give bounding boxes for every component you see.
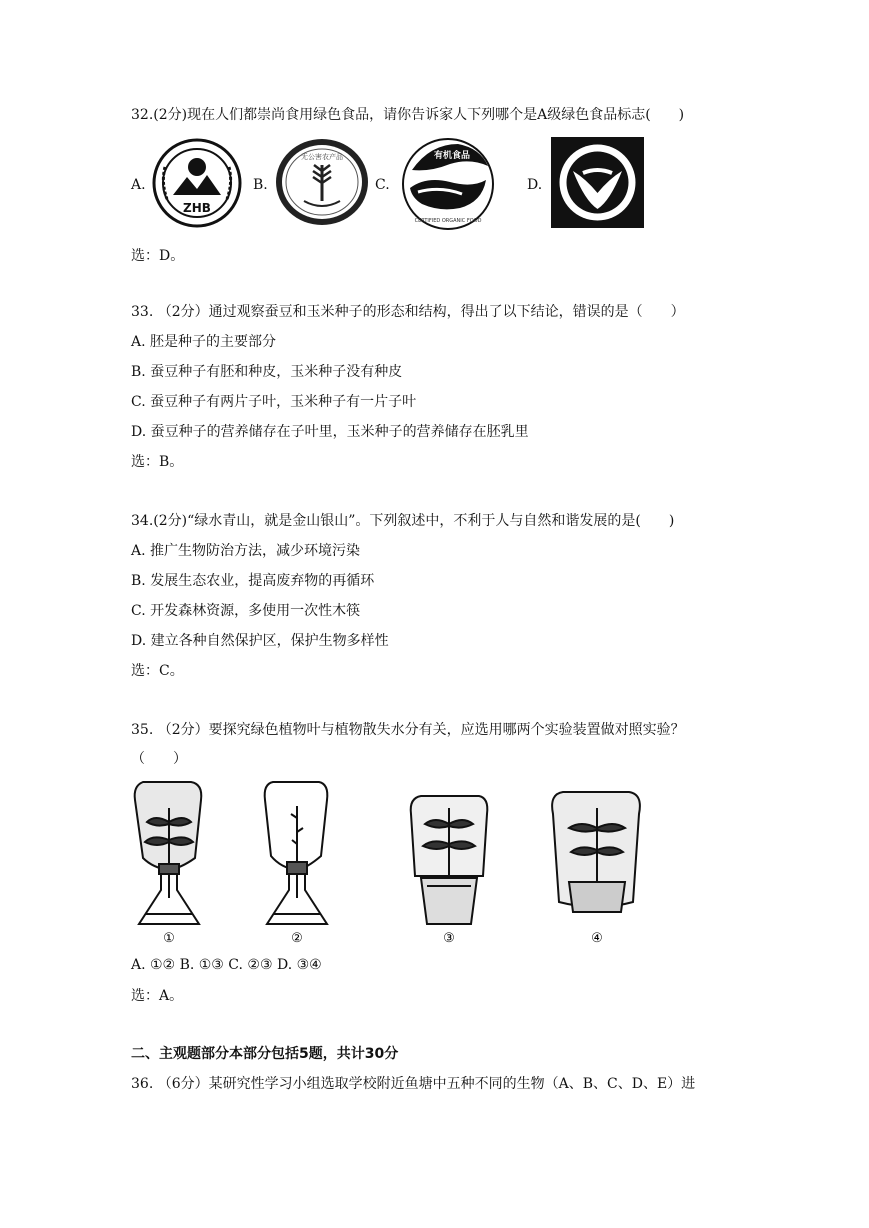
apparatus-2: [265, 782, 328, 924]
green-food-a-logo: [551, 137, 644, 228]
plant-experiment-figure: [131, 778, 653, 946]
q35-answer: 选：A。: [131, 988, 184, 1004]
organic-food-logo: [400, 136, 496, 232]
apparatus-1: [135, 782, 202, 924]
apparatus-2-label: ②: [291, 931, 303, 946]
q33-option-a: A. 胚是种子的主要部分: [131, 334, 277, 350]
b-logo-text: 无公害农产品: [301, 153, 343, 161]
c-logo-text: 有机食品: [433, 151, 471, 161]
apparatus-3: [411, 796, 488, 924]
q34-option-c: C. 开发森林资源，多使用一次性木筷: [131, 603, 361, 619]
q33-option-d: D. 蚕豆种子的营养储存在子叶里，玉米种子的营养储存在胚乳里: [131, 424, 529, 440]
q32-stem: 32.(2分)现在人们都崇尚食用绿色食品，请你告诉家人下列哪个是A级绿色食品标志( ): [131, 107, 685, 123]
q33-answer: 选：B。: [131, 454, 184, 470]
q35-stem: 35. （2分）要探究绿色植物叶与植物散失水分有关，应选用哪两个实验装置做对照实验？: [131, 722, 685, 738]
q34-option-d: D. 建立各种自然保护区，保护生物多样性: [131, 633, 389, 649]
q32-answer: 选：D。: [131, 248, 185, 264]
apparatus-1-label: ①: [163, 931, 175, 946]
q34-answer: 选：C。: [131, 663, 184, 679]
section2-heading: 二、主观题部分本部分包括5题，共计30分: [131, 1046, 399, 1062]
zhb-environmental-logo: [151, 137, 243, 229]
apparatus-4: [552, 792, 640, 912]
q34-stem: 34.(2分)“绿水青山，就是金山银山”。下列叙述中，不利于人与自然和谐发展的是( ): [131, 513, 675, 529]
q32-option-b-label: B.: [253, 177, 268, 193]
q32-option-c-label: C.: [375, 177, 390, 193]
q33-stem: 33. （2分）通过观察蚕豆和玉米种子的形态和结构，得出了以下结论，错误的是（ ）: [131, 304, 685, 320]
q33-option-b: B. 蚕豆种子有胚和种皮，玉米种子没有种皮: [131, 364, 403, 380]
q35-stem-bracket: （ ）: [131, 751, 187, 767]
c-logo-subtext: CERTIFIED ORGANIC FOOD: [414, 218, 482, 224]
pollution-free-product-logo: [274, 137, 370, 227]
q32-option-a-label: A.: [131, 177, 146, 193]
q34-option-b: B. 发展生态农业，提高废弃物的再循环: [131, 573, 375, 589]
q36-stem: 36. （6分）某研究性学习小组选取学校附近鱼塘中五种不同的生物（A、B、C、D、E）进: [131, 1076, 696, 1092]
q35-options: A. ①② B. ①③ C. ②③ D. ③④: [131, 957, 322, 973]
q33-option-c: C. 蚕豆种子有两片子叶，玉米种子有一片子叶: [131, 394, 417, 410]
apparatus-3-label: ③: [443, 931, 455, 946]
apparatus-4-label: ④: [591, 931, 603, 946]
q32-option-d-label: D.: [527, 177, 543, 193]
zhb-logo-text: ZHB: [183, 201, 211, 215]
q34-option-a: A. 推广生物防治方法，减少环境污染: [131, 543, 361, 559]
